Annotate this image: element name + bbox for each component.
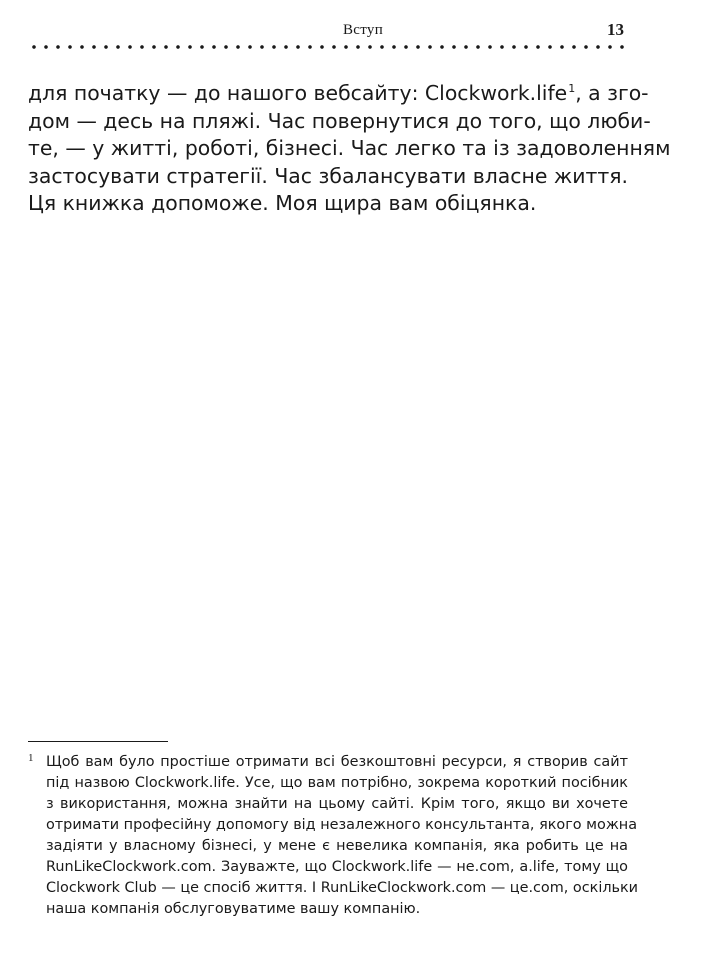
- body-line: [28, 80, 649, 108]
- body-line: Ця книжка допоможе. Моя щира вам обіцянка.: [28, 191, 537, 215]
- dotted-separator: [28, 44, 626, 50]
- footnote-line: Clockwork Club — це спосіб життя. І RunLikeClockwork.com — це.com, оскільки: [46, 880, 639, 896]
- footnote-line: отримати професійну допомогу від незалежного консультанта, якого можна: [46, 817, 638, 833]
- running-title: Вступ: [342, 22, 384, 38]
- footnote-line: з використання, можна знайти на цьому сайті. Крім того, якщо ви хочете: [46, 796, 628, 812]
- body-line-text: для початку — до нашого вебсайту: Clockwork.life: [28, 81, 568, 105]
- footnote-line: задіяти у власному бізнесі, у мене є невелика компанія, яка робить це на: [46, 838, 628, 854]
- body-line-text: , а зго-: [575, 81, 649, 105]
- footnote-text: [46, 752, 639, 920]
- body-text: [28, 80, 671, 218]
- footnote-line: Щоб вам було простіше отримати всі безкоштовні ресурси, я створив сайт: [46, 754, 628, 770]
- footnote-reference: 1: [568, 82, 576, 96]
- footnote-separator: [28, 741, 168, 742]
- body-line: застосувати стратегії. Час збалансувати власне життя.: [28, 163, 628, 188]
- footnote-line: RunLikeClockwork.com. Зауважте, що Clockwork.life — не.com, а.life, тому що: [46, 859, 628, 875]
- body-line: те, — у житті, роботі, бізнесі. Час легко та із задоволенням: [28, 136, 671, 160]
- footnote-line: під назвою Clockwork.life. Усе, що вам потрібно, зокрема короткий посібник: [46, 775, 628, 791]
- footnote-line: наша компанія обслуговуватиме вашу компанію.: [46, 901, 421, 917]
- page-number: 13: [607, 20, 624, 39]
- body-line: дом — десь на пляжі. Час повернутися до того, що люби-: [28, 108, 651, 133]
- footnote-marker: 1: [28, 752, 34, 764]
